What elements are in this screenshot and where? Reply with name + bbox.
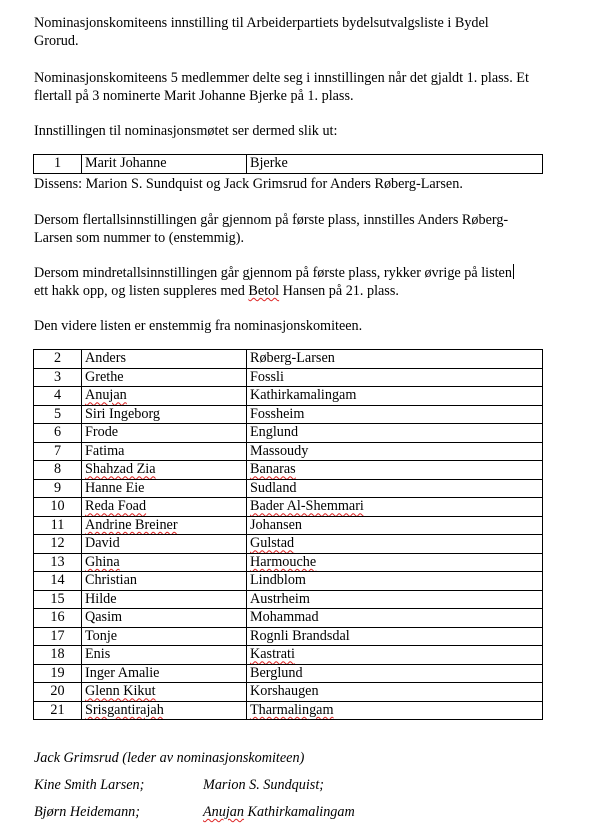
paragraph-line: ett hakk opp, og listen suppleres med Betol Hansen på 21. plass. bbox=[34, 283, 399, 299]
paragraph-split-vote bbox=[34, 69, 564, 105]
last-name: Kastrati bbox=[247, 646, 543, 665]
last-name: Sudland bbox=[247, 479, 543, 498]
signature-name: Marion S. Sundquist; bbox=[203, 777, 324, 793]
place-number: 21 bbox=[34, 701, 82, 720]
table-row bbox=[34, 479, 543, 498]
signature-leader: Jack Grimsrud (leder av nominasjonskomiteen) bbox=[34, 750, 305, 766]
table-row bbox=[34, 387, 543, 406]
last-name: Banaras bbox=[247, 461, 543, 480]
last-name: Korshaugen bbox=[247, 683, 543, 702]
place-number: 3 bbox=[34, 368, 82, 387]
first-name: Frode bbox=[82, 424, 247, 443]
paragraph-minority bbox=[34, 264, 564, 300]
last-name: Johansen bbox=[247, 516, 543, 535]
dissent-note: Dissens: Marion S. Sundquist og Jack Grimsrud for Anders Røberg-Larsen. bbox=[34, 176, 463, 192]
candidate-table bbox=[33, 349, 543, 720]
place-number: 4 bbox=[34, 387, 82, 406]
table-row bbox=[34, 461, 543, 480]
last-name: Fossli bbox=[247, 368, 543, 387]
first-place-table bbox=[33, 154, 543, 174]
place-number: 11 bbox=[34, 516, 82, 535]
document-title bbox=[34, 14, 564, 50]
last-name: Fossheim bbox=[247, 405, 543, 424]
paragraph-line: flertall på 3 nominerte Marit Johanne Bjerke på 1. plass. bbox=[34, 88, 354, 104]
last-name: Røberg-Larsen bbox=[247, 350, 543, 369]
place-number: 12 bbox=[34, 535, 82, 554]
first-name: Tonje bbox=[82, 627, 247, 646]
paragraph-majority bbox=[34, 211, 564, 247]
spellcheck-word: Betol bbox=[248, 283, 280, 299]
place-number: 1 bbox=[34, 155, 82, 174]
place-number: 13 bbox=[34, 553, 82, 572]
last-name: Englund bbox=[247, 424, 543, 443]
table-row bbox=[34, 368, 543, 387]
title-line-1: Nominasjonskomiteens innstilling til Arbeiderpartiets bydelsutvalgsliste i Bydel bbox=[34, 15, 489, 31]
table-row bbox=[34, 683, 543, 702]
first-name: Anders bbox=[82, 350, 247, 369]
first-name: Andrine Breiner bbox=[82, 516, 247, 535]
place-number: 7 bbox=[34, 442, 82, 461]
first-name: Hanne Eie bbox=[82, 479, 247, 498]
signature-name: Bjørn Heidemann; bbox=[34, 804, 140, 820]
table-row bbox=[34, 590, 543, 609]
first-name: Qasim bbox=[82, 609, 247, 628]
last-name: Mohammad bbox=[247, 609, 543, 628]
first-name: Fatima bbox=[82, 442, 247, 461]
last-name: Massoudy bbox=[247, 442, 543, 461]
first-name: Ghina bbox=[82, 553, 247, 572]
table-row bbox=[34, 609, 543, 628]
place-number: 19 bbox=[34, 664, 82, 683]
place-number: 9 bbox=[34, 479, 82, 498]
table-row bbox=[34, 498, 543, 517]
first-name: Christian bbox=[82, 572, 247, 591]
last-name: Bader Al-Shemmari bbox=[247, 498, 543, 517]
last-name: Bjerke bbox=[247, 155, 543, 174]
first-name: Anujan bbox=[82, 387, 247, 406]
first-name: Shahzad Zia bbox=[82, 461, 247, 480]
first-name: Enis bbox=[82, 646, 247, 665]
first-name: Glenn Kikut bbox=[82, 683, 247, 702]
last-name: Berglund bbox=[247, 664, 543, 683]
last-name: Gulstad bbox=[247, 535, 543, 554]
first-name: Srisgantirajah bbox=[82, 701, 247, 720]
table-row bbox=[34, 535, 543, 554]
table-row bbox=[34, 572, 543, 591]
first-name: Grethe bbox=[82, 368, 247, 387]
paragraph-line: Dersom mindretallsinnstillingen går gjennom på første plass, rykker øvrige på listen bbox=[34, 265, 512, 281]
first-name: Hilde bbox=[82, 590, 247, 609]
table-row bbox=[34, 664, 543, 683]
first-name: Siri Ingeborg bbox=[82, 405, 247, 424]
place-number: 5 bbox=[34, 405, 82, 424]
first-name: Marit Johanne bbox=[82, 155, 247, 174]
table-row bbox=[34, 350, 543, 369]
place-number: 8 bbox=[34, 461, 82, 480]
place-number: 6 bbox=[34, 424, 82, 443]
table-row bbox=[34, 553, 543, 572]
place-number: 16 bbox=[34, 609, 82, 628]
table-row bbox=[34, 646, 543, 665]
last-name: Harmouche bbox=[247, 553, 543, 572]
place-number: 2 bbox=[34, 350, 82, 369]
text-cursor bbox=[513, 264, 514, 279]
last-name: Rognli Brandsdal bbox=[247, 627, 543, 646]
paragraph-line: Nominasjonskomiteens 5 medlemmer delte seg i innstillingen når det gjaldt 1. plass. Et bbox=[34, 70, 529, 86]
first-name: Inger Amalie bbox=[82, 664, 247, 683]
place-number: 20 bbox=[34, 683, 82, 702]
first-name: David bbox=[82, 535, 247, 554]
place-number: 14 bbox=[34, 572, 82, 591]
paragraph-intro: Innstillingen til nominasjonsmøtet ser dermed slik ut: bbox=[34, 123, 338, 139]
table-row bbox=[34, 516, 543, 535]
table-row bbox=[34, 155, 543, 174]
first-name: Reda Foad bbox=[82, 498, 247, 517]
title-line-2: Grorud. bbox=[34, 33, 79, 49]
paragraph-line: Larsen som nummer to (enstemmig). bbox=[34, 230, 245, 246]
paragraph-line: Dersom flertallsinnstillingen går gjennom på første plass, innstilles Anders Røberg- bbox=[34, 212, 509, 228]
signature-name: Anujan Kathirkamalingam bbox=[203, 804, 355, 820]
table-row bbox=[34, 442, 543, 461]
table-row bbox=[34, 701, 543, 720]
signature-name: Kine Smith Larsen; bbox=[34, 777, 145, 793]
table-row bbox=[34, 627, 543, 646]
last-name: Kathirkamalingam bbox=[247, 387, 543, 406]
table-row bbox=[34, 405, 543, 424]
place-number: 18 bbox=[34, 646, 82, 665]
paragraph-rest: Den videre listen er enstemmig fra nominasjonskomiteen. bbox=[34, 318, 363, 334]
table-row bbox=[34, 424, 543, 443]
last-name: Lindblom bbox=[247, 572, 543, 591]
place-number: 15 bbox=[34, 590, 82, 609]
place-number: 17 bbox=[34, 627, 82, 646]
place-number: 10 bbox=[34, 498, 82, 517]
last-name: Tharmalingam bbox=[247, 701, 543, 720]
last-name: Austrheim bbox=[247, 590, 543, 609]
